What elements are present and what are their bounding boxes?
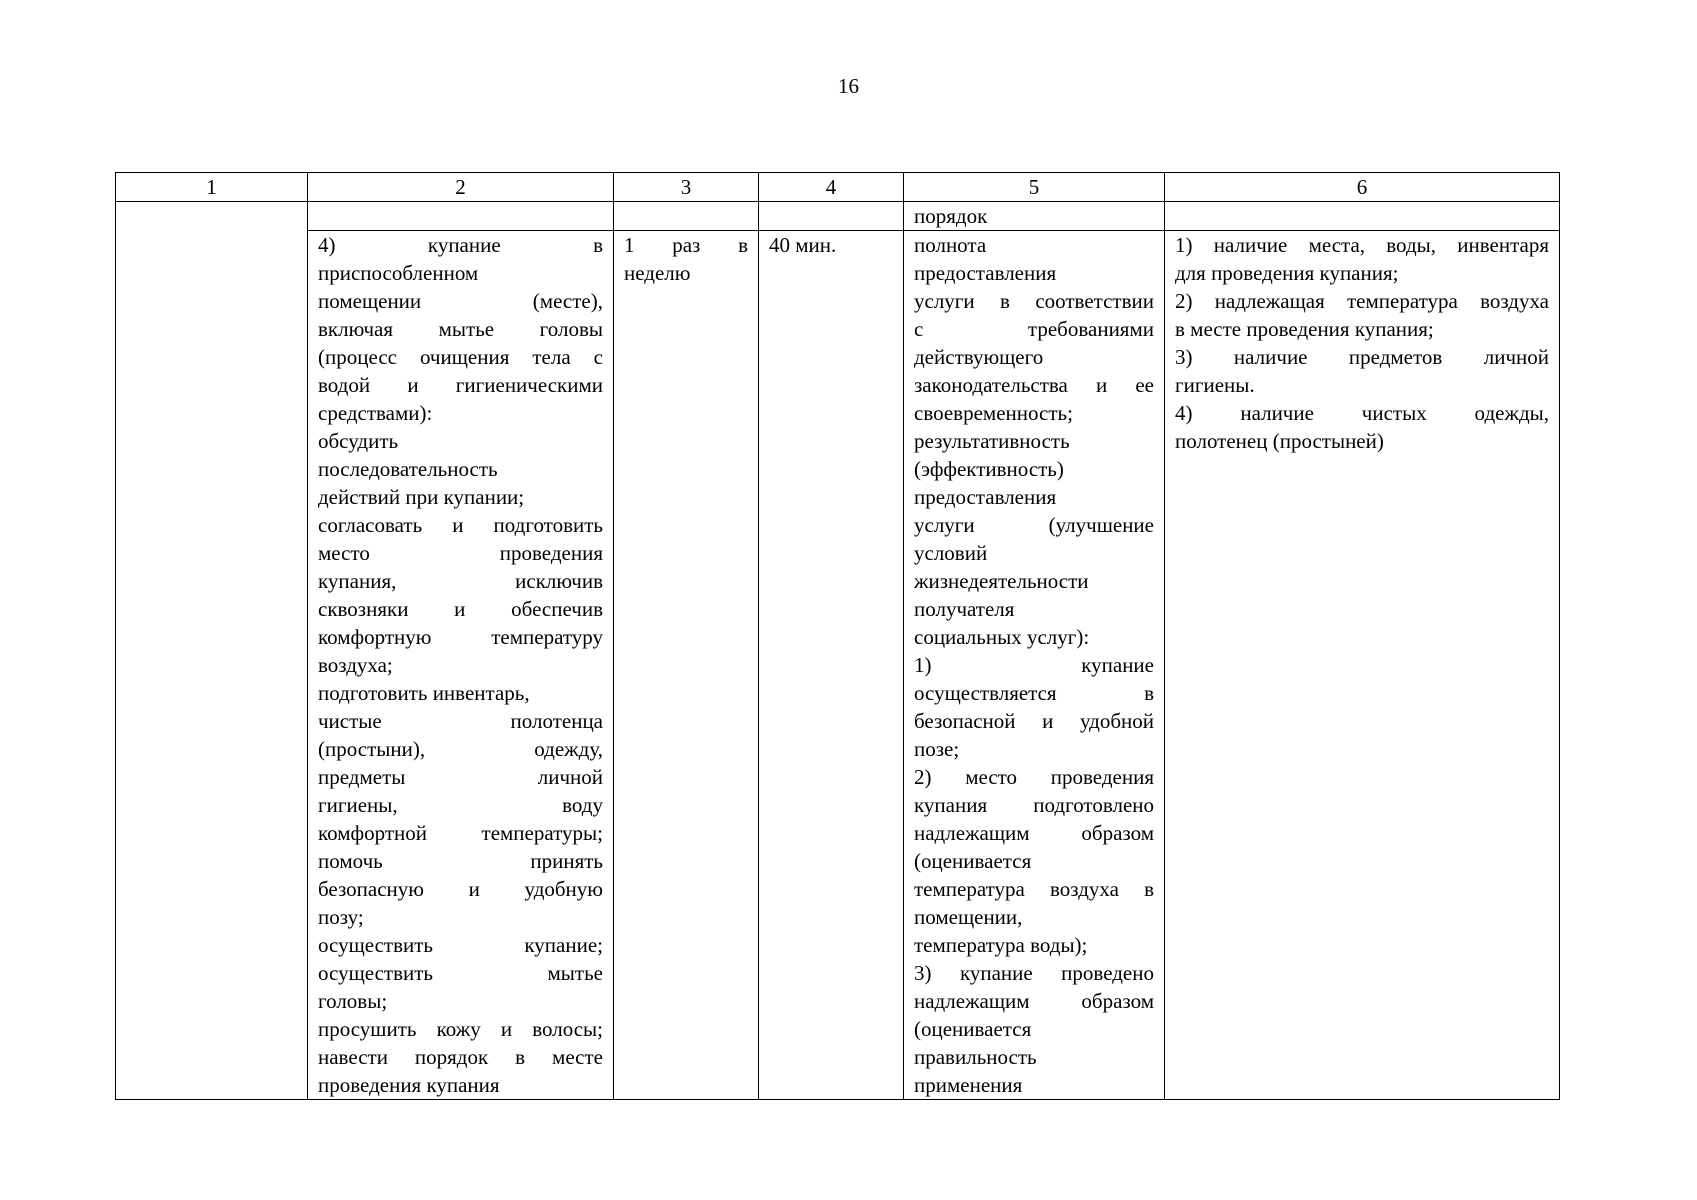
- cell-text-line: действующего: [914, 345, 1044, 369]
- cell-text-line: помещении,: [914, 905, 1023, 929]
- cell-text-line: социальных услуг):: [914, 625, 1090, 649]
- cell-text-line: надлежащим образом: [914, 821, 1154, 845]
- cell-text-line: осуществить купание;: [318, 933, 603, 957]
- table-cell: [614, 202, 759, 231]
- cell-text-line: безопасной и удобной: [914, 709, 1154, 733]
- cell-text-line: помещении (месте),: [318, 289, 603, 313]
- cell-text-line: купания, исключив: [318, 569, 603, 593]
- cell-text-line: применения: [914, 1073, 1023, 1097]
- column-header: 3: [614, 173, 759, 202]
- cell-text-line: позу;: [318, 905, 364, 929]
- table-cell: [116, 202, 308, 1100]
- cell-text-line: позе;: [914, 737, 960, 761]
- cell-text-line: в месте проведения купания;: [1175, 317, 1434, 341]
- cell-text-line: гигиены.: [1175, 373, 1255, 397]
- table-header-row: [116, 173, 1560, 202]
- cell-text-line: место проведения: [318, 541, 603, 565]
- cell-text-line: сквозняки и обеспечив: [318, 597, 603, 621]
- cell-text-line: 4) купание в: [318, 233, 603, 257]
- cell-text-line: полнота: [914, 233, 987, 257]
- cell-text-line: температура воздуха в: [914, 877, 1154, 901]
- table-row-bathing: [116, 231, 1560, 1100]
- cell-text-line: своевременность;: [914, 401, 1073, 425]
- table-cell: [1165, 202, 1560, 231]
- cell-text-line: получателя: [914, 597, 1015, 621]
- table-row-continuation: [116, 202, 1560, 231]
- cell-text-line: чистые полотенца: [318, 709, 603, 733]
- cell-text-line: услуги в соответствии: [914, 289, 1154, 313]
- table-cell: [308, 202, 614, 231]
- column-header: 5: [904, 173, 1165, 202]
- cell-text-line: 1) наличие места, воды, инвентаря: [1175, 233, 1549, 257]
- column-header: 6: [1165, 173, 1560, 202]
- cell-text-line: водой и гигиеническими: [318, 373, 603, 397]
- cell-text-line: осуществить мытье: [318, 961, 603, 985]
- cell-text-line: приспособленном: [318, 261, 479, 285]
- cell-text-line: (простыни), одежду,: [318, 737, 603, 761]
- cell-text-line: полотенец (простыней): [1175, 429, 1384, 453]
- cell-text-line: головы;: [318, 989, 388, 1013]
- table-cell: [759, 202, 904, 231]
- cell-text-line: обсудить: [318, 429, 399, 453]
- cell-text-line: 40 мин.: [769, 233, 837, 257]
- cell-text-line: помочь принять: [318, 849, 603, 873]
- duration-cell: [759, 231, 904, 1100]
- cell-text-line: неделю: [624, 261, 691, 285]
- cell-text-line: воздуха;: [318, 653, 393, 677]
- cell-text-line: гигиены, воду: [318, 793, 603, 817]
- cell-text-line: результативность: [914, 429, 1070, 453]
- cell-text-line: 2) надлежащая температура воздуха: [1175, 289, 1549, 313]
- cell-text-line: безопасную и удобную: [318, 877, 603, 901]
- service-description-cell: [308, 231, 614, 1100]
- cell-text-line: услуги (улучшение: [914, 513, 1154, 537]
- cell-text-line: предоставления: [914, 485, 1057, 509]
- column-header: 1: [116, 173, 308, 202]
- cell-text-line: 3) купание проведено: [914, 961, 1154, 985]
- cell-text-line: 3) наличие предметов личной: [1175, 345, 1549, 369]
- services-table: [115, 172, 1560, 1100]
- cell-text-line: предметы личной: [318, 765, 603, 789]
- cell-text-line: (эффективность): [914, 457, 1064, 481]
- cell-text-line: комфортную температуру: [318, 625, 603, 649]
- cell-text-line: просушить кожу и волосы;: [318, 1017, 603, 1041]
- conditions-cell: [1165, 231, 1560, 1100]
- column-header: 4: [759, 173, 904, 202]
- cell-text-line: надлежащим образом: [914, 989, 1154, 1013]
- cell-text-line: комфортной температуры;: [318, 821, 603, 845]
- quality-indicators-cell: [904, 231, 1165, 1100]
- cell-text-line: проведения купания: [318, 1073, 500, 1097]
- cell-text-line: подготовить инвентарь,: [318, 681, 530, 705]
- page-number: 16: [838, 74, 859, 98]
- cell-text-line: средствами):: [318, 401, 433, 425]
- cell-text-line: (оценивается: [914, 1017, 1032, 1041]
- cell-text-line: с требованиями: [914, 317, 1154, 341]
- table-cell: порядок: [904, 202, 1165, 231]
- cell-text-line: для проведения купания;: [1175, 261, 1399, 285]
- cell-text-line: последовательность: [318, 457, 498, 481]
- cell-text-line: 1) купание: [914, 653, 1154, 677]
- cell-text-line: предоставления: [914, 261, 1057, 285]
- cell-text-line: включая мытье головы: [318, 317, 603, 341]
- cell-text-line: навести порядок в месте: [318, 1045, 603, 1069]
- cell-text-line: купания подготовлено: [914, 793, 1154, 817]
- cell-text-line: осуществляется в: [914, 681, 1154, 705]
- cell-text-line: действий при купании;: [318, 485, 525, 509]
- cell-text-line: (оценивается: [914, 849, 1032, 873]
- cell-text-line: 1 раз в: [624, 233, 748, 257]
- column-header: 2: [308, 173, 614, 202]
- frequency-cell: [614, 231, 759, 1100]
- cell-text-line: правильность: [914, 1045, 1037, 1069]
- cell-text-line: (процесс очищения тела с: [318, 345, 603, 369]
- cell-text-line: 2) место проведения: [914, 765, 1154, 789]
- cell-text-line: жизнедеятельности: [914, 569, 1089, 593]
- cell-text-line: температура воды);: [914, 933, 1088, 957]
- cell-text-line: законодательства и ее: [914, 373, 1154, 397]
- cell-text-line: условий: [914, 541, 988, 565]
- cell-text-line: 4) наличие чистых одежды,: [1175, 401, 1549, 425]
- cell-text-line: согласовать и подготовить: [318, 513, 603, 537]
